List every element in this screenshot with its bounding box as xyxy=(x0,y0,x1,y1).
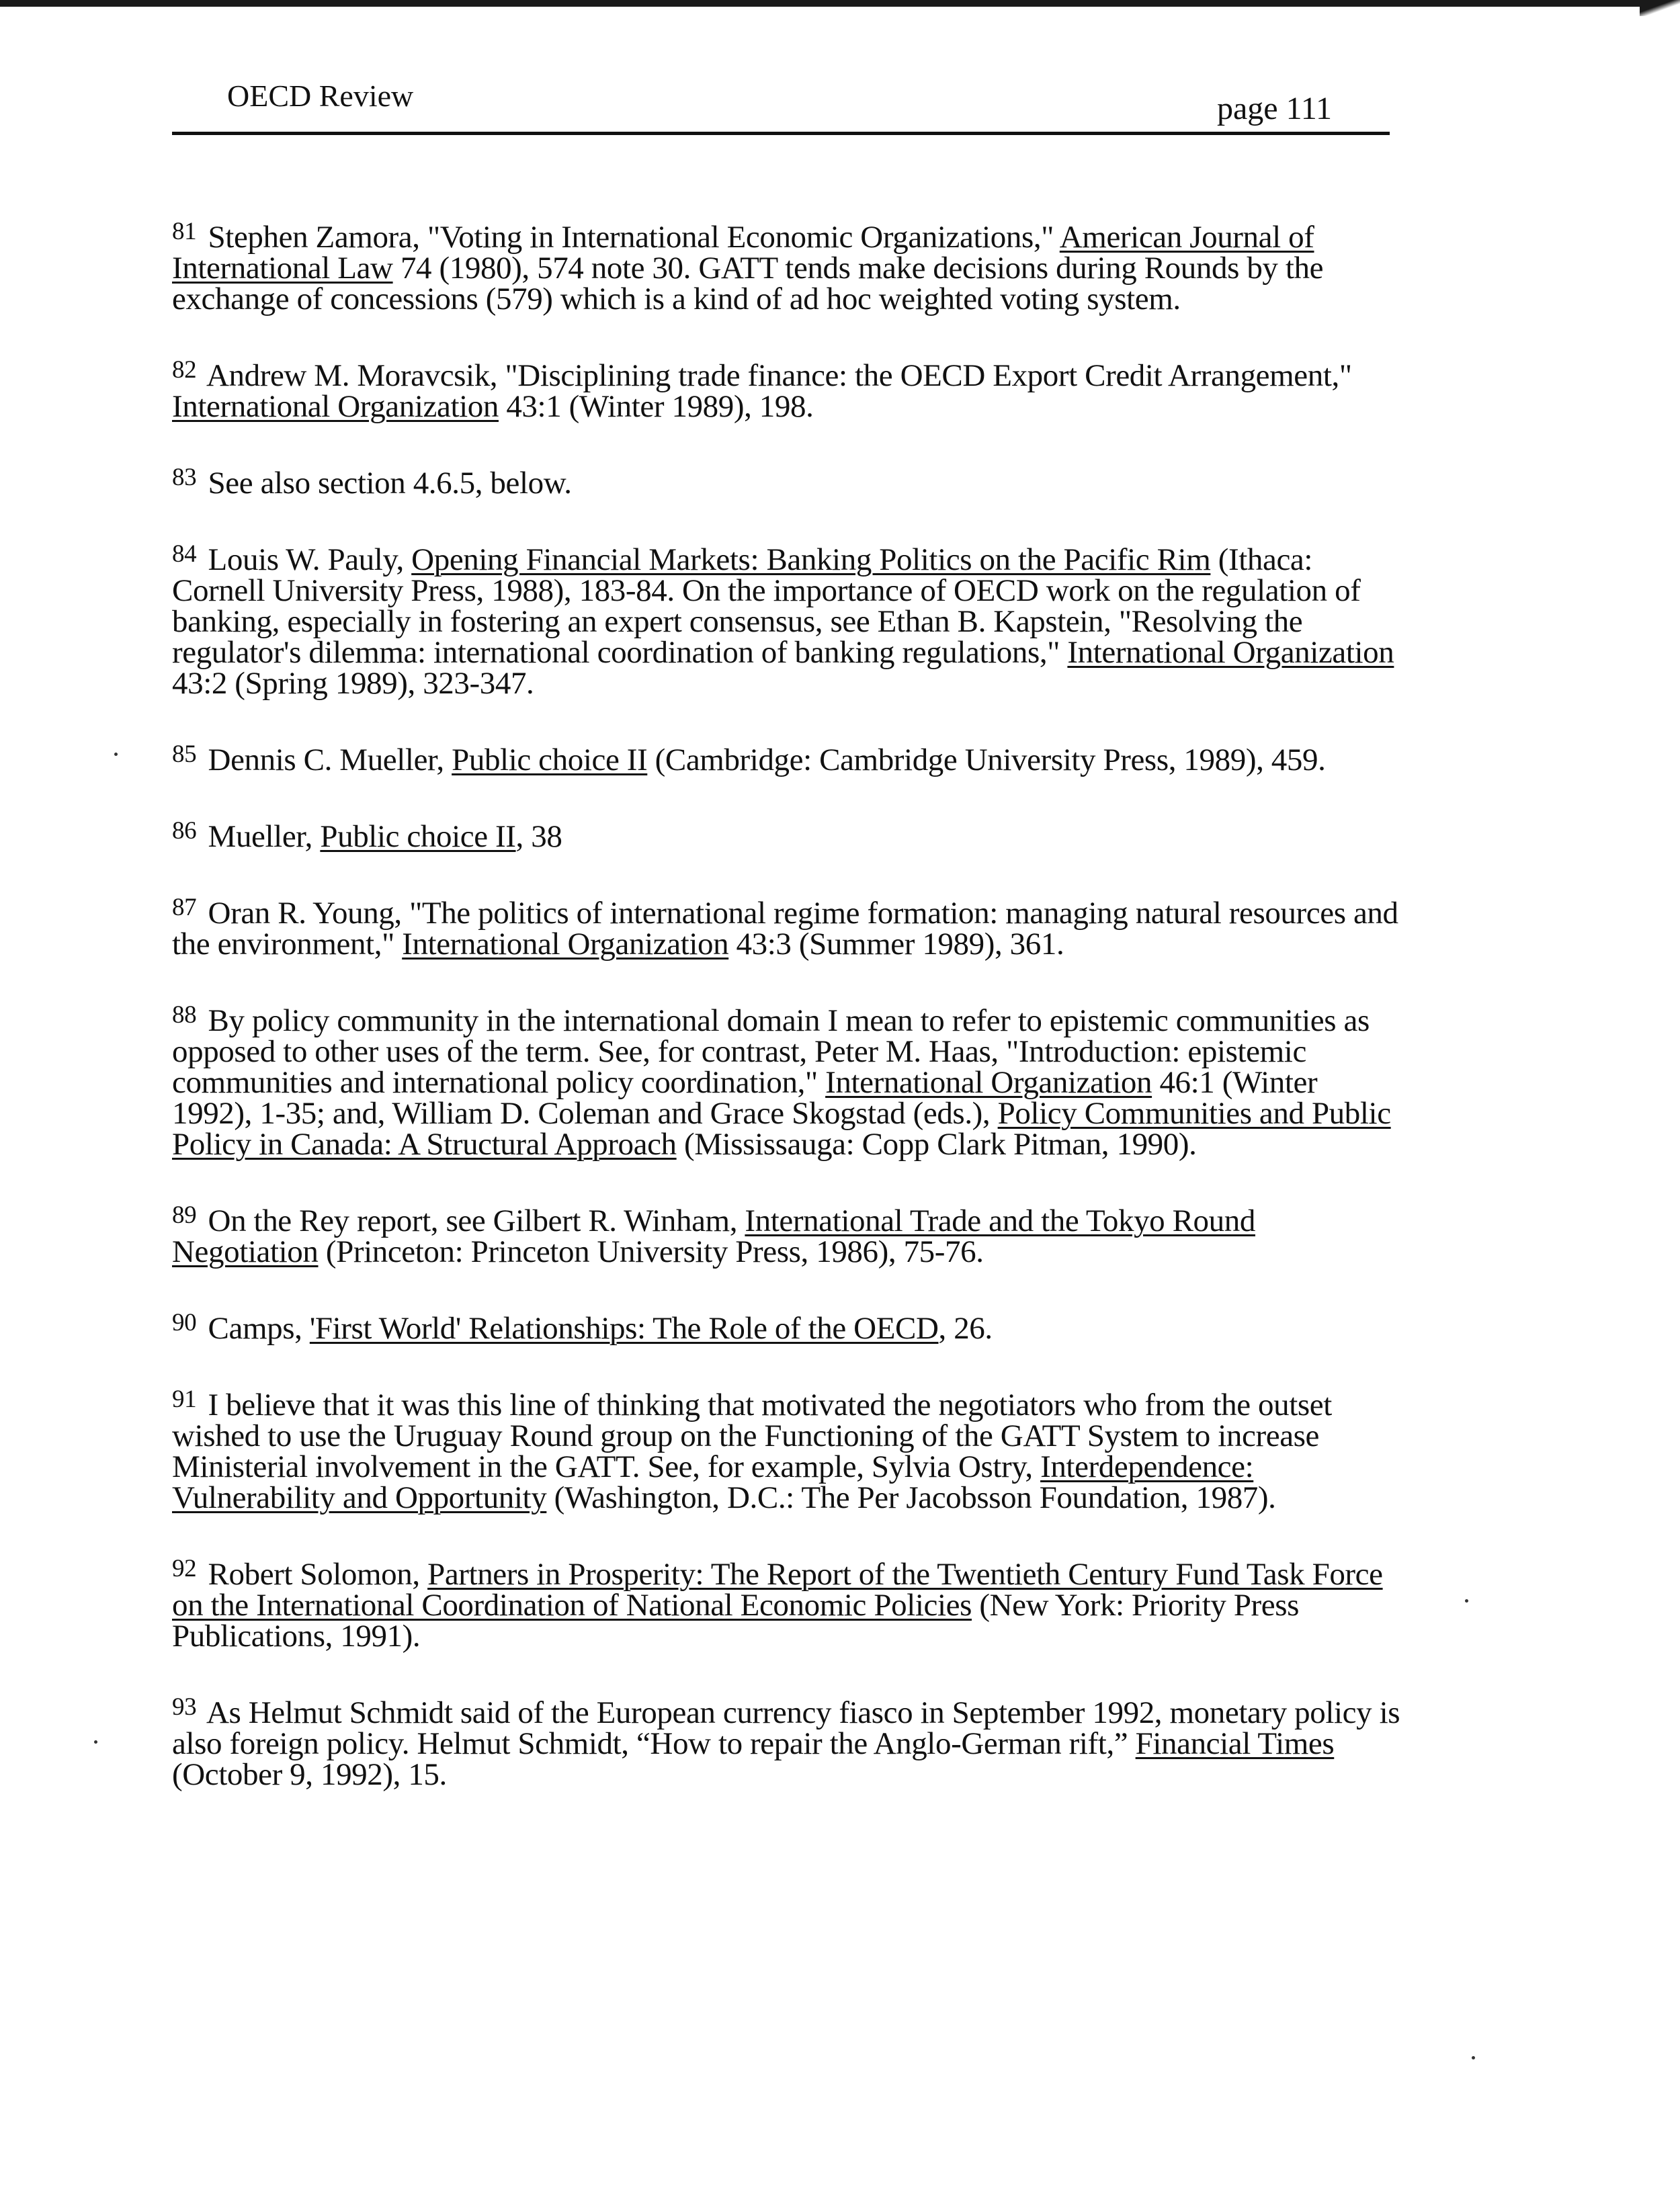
endnote-number: 87 xyxy=(172,894,197,921)
endnote-text: By policy community in the international domain I mean to refer to epistemic communities as opposed to other uses of the term. See, for contrast, Peter M. Haas, "Introduction: epistemic communities and international policy coordination," xyxy=(172,1003,1370,1100)
endnote-text: (October 9, 1992), 15. xyxy=(172,1757,447,1792)
endnote-text: Camps, xyxy=(200,1311,310,1346)
endnote-92 xyxy=(172,1555,1402,1654)
endnote-number: 90 xyxy=(172,1309,197,1336)
endnote-text: (Princeton: Princeton University Press, 1986), 75-76. xyxy=(318,1234,984,1269)
endnote-88 xyxy=(172,1001,1402,1162)
endnote-text: 74 (1980), 574 note 30. GATT tends make decisions during Rounds by the exchange of concessions (579) which is a kind of ad hoc weighted voting system. xyxy=(172,251,1324,316)
endnote-text: Mueller, xyxy=(200,819,321,854)
endnote-number: 84 xyxy=(172,540,197,568)
endnote-number: 86 xyxy=(172,817,197,845)
endnote-number: 93 xyxy=(172,1693,197,1721)
endnote-number: 81 xyxy=(172,218,197,245)
cited-title: International Organization xyxy=(825,1065,1152,1100)
endnote-text: 43:3 (Summer 1989), 361. xyxy=(728,927,1064,962)
endnote-86 xyxy=(172,817,1402,854)
cited-title: Public choice II xyxy=(452,742,648,777)
endnote-text: (Ithaca: Cornell University Press, 1988), 183-84. On the importance of OECD work on the regulation of banking, especially in fostering an expert consensus, see Ethan B. Kapstein, "Resolving the regulator's dilemma: international coordination of banking regulations," xyxy=(172,542,1361,670)
endnote-91 xyxy=(172,1386,1402,1515)
endnote-text: (Cambridge: Cambridge University Press, 1989), 459. xyxy=(647,742,1326,777)
endnote-text: Louis W. Pauly, xyxy=(200,542,412,577)
cited-title: 'First World' Relationships: The Role of the OECD xyxy=(309,1311,939,1346)
endnote-text: , 26. xyxy=(938,1311,993,1346)
endnote-text: See also section 4.6.5, below. xyxy=(200,466,572,501)
endnote-text: (New York: Priority Press Publications, 1991). xyxy=(172,1588,1300,1654)
endnote-text: Andrew M. Moravcsik, "Disciplining trade finance: the OECD Export Credit Arrangement," xyxy=(200,358,1352,393)
endnote-text: (Washington, D.C.: The Per Jacobsson Foundation, 1987). xyxy=(546,1480,1276,1515)
endnote-text: I believe that it was this line of thinking that motivated the negotiators who from the outset wished to use the Uruguay Round group on the Functioning of the GATT System to increase Ministerial involvement in the GATT. See, for example, Sylvia Ostry, xyxy=(172,1388,1332,1484)
cited-title: Partners in Prosperity: The Report of the Twentieth Century Fund Task Force on the International Coordination of National Economic Policies xyxy=(172,1557,1383,1623)
endnote-81 xyxy=(172,218,1402,316)
scan-corner-mark xyxy=(1640,0,1680,16)
cited-title: Financial Times xyxy=(1135,1726,1335,1761)
cited-title: Interdependence: Vulnerability and Opportunity xyxy=(172,1449,1254,1515)
endnote-text: Robert Solomon, xyxy=(200,1557,428,1592)
page-number: page 111 xyxy=(1216,91,1332,126)
endnote-82 xyxy=(172,356,1402,424)
cited-title: International Trade and the Tokyo Round Negotiation xyxy=(172,1203,1255,1269)
endnote-text: Oran R. Young, "The politics of international regime formation: managing natural resources and the environment," xyxy=(172,896,1398,962)
cited-title: Opening Financial Markets: Banking Politics on the Pacific Rim xyxy=(411,542,1211,577)
endnote-text: 43:2 (Spring 1989), 323-347. xyxy=(172,666,534,701)
endnote-text: 43:1 (Winter 1989), 198. xyxy=(498,389,814,424)
endnote-text: Stephen Zamora, "Voting in International Economic Organizations," xyxy=(200,220,1060,255)
cited-title: Public choice II xyxy=(320,819,516,854)
endnote-number: 85 xyxy=(172,740,197,768)
cited-title: American Journal of International Law xyxy=(172,220,1314,286)
endnote-number: 82 xyxy=(172,356,197,384)
scan-speck xyxy=(114,753,118,756)
endnote-85 xyxy=(172,740,1402,777)
endnotes-list xyxy=(172,218,1402,1836)
endnote-text: , 38 xyxy=(515,819,562,854)
page-header xyxy=(172,75,1390,135)
endnote-text: On the Rey report, see Gilbert R. Winham, xyxy=(200,1203,745,1238)
endnote-number: 89 xyxy=(172,1201,197,1229)
endnote-90 xyxy=(172,1309,1402,1346)
endnote-83 xyxy=(172,464,1402,501)
endnote-87 xyxy=(172,894,1402,962)
endnote-93 xyxy=(172,1693,1402,1792)
endnote-89 xyxy=(172,1201,1402,1269)
endnote-number: 92 xyxy=(172,1555,197,1582)
scan-speck xyxy=(1465,1599,1468,1603)
running-title: OECD Review xyxy=(227,79,414,113)
endnote-text: 46:1 (Winter 1992), 1-35; and, William D. Coleman and Grace Skogstad (eds.), xyxy=(172,1065,1318,1131)
scan-speck xyxy=(94,1740,97,1744)
cited-title: Policy Communities and Public Policy in Canada: A Structural Approach xyxy=(172,1096,1391,1162)
cited-title: International Organization xyxy=(1067,635,1394,670)
cited-title: International Organization xyxy=(172,389,499,424)
endnote-text: Dennis C. Mueller, xyxy=(200,742,452,777)
endnote-number: 88 xyxy=(172,1001,197,1029)
scan-top-edge xyxy=(0,0,1680,7)
endnote-text: As Helmut Schmidt said of the European currency fiasco in September 1992, monetary policy is also foreign policy. Helmut Schmidt, “How to repair the Anglo-German rift,” xyxy=(172,1695,1400,1761)
endnote-number: 83 xyxy=(172,464,197,491)
endnote-text: (Mississauga: Copp Clark Pitman, 1990). xyxy=(676,1127,1197,1162)
endnote-number: 91 xyxy=(172,1386,197,1413)
scan-speck xyxy=(1472,2056,1475,2059)
endnote-84 xyxy=(172,540,1402,701)
cited-title: International Organization xyxy=(402,927,729,962)
